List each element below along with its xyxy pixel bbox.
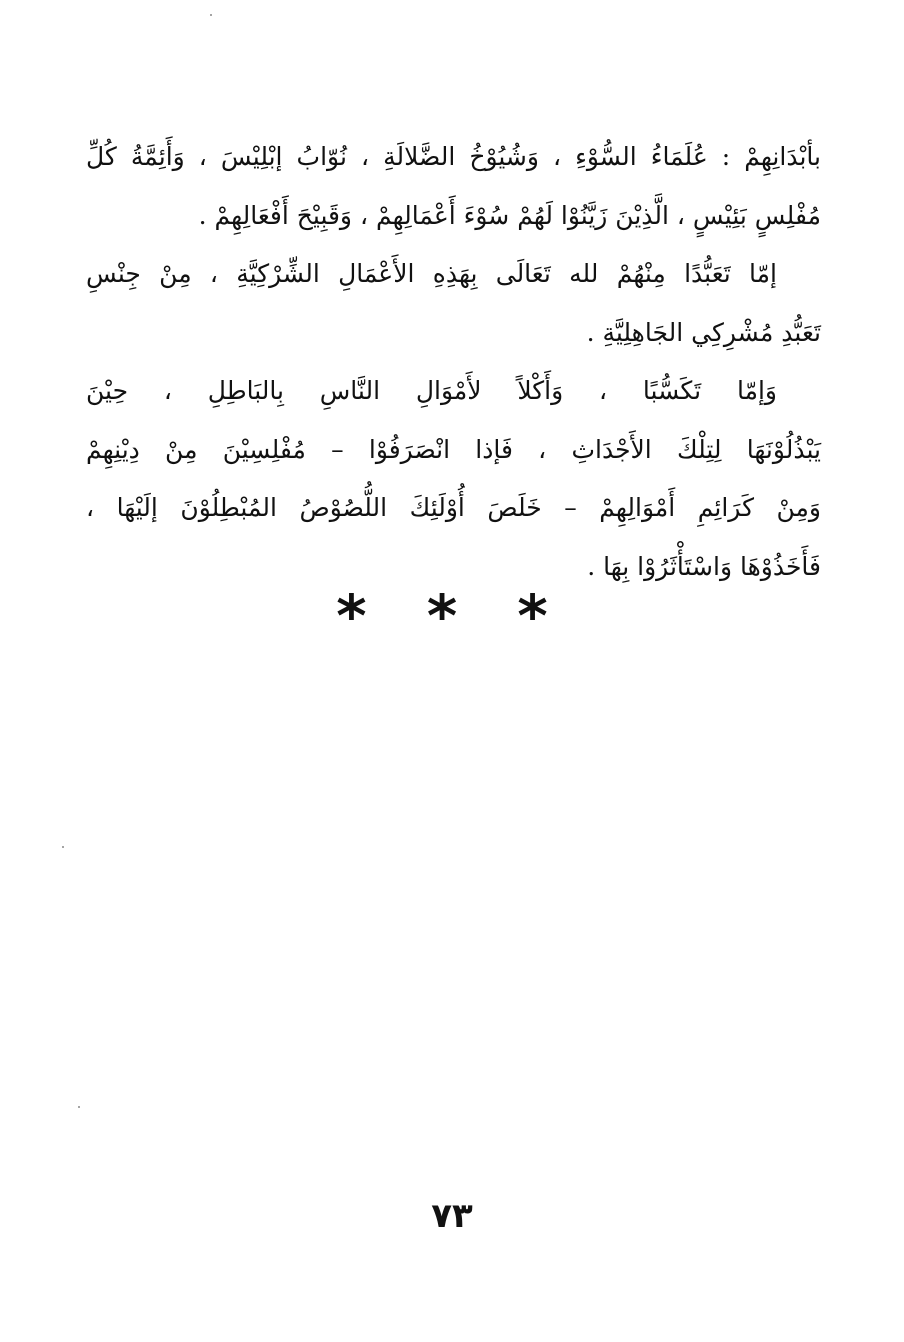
text-line: إمّا تَعَبُّدًا مِنْهُمْ لله تَعَالَى بِهَذِهِ الأَعْمَالِ الشِّرْكِيَّةِ ، مِنْ جِنْسِ — [86, 259, 777, 288]
body-text — [86, 128, 821, 596]
text-line: فَأَخَذُوْهَا وَاسْتَأْثَرُوْا بِهَا . — [587, 551, 821, 581]
text-line: تَعَبُّدِ مُشْرِكِي الجَاهِلِيَّةِ . — [586, 317, 821, 347]
text-line: بأبْدَانِهِمْ : عُلَمَاءُ السُّوْءِ ، وَشُيُوْخُ الضَّلالَةِ ، نُوّابُ إبْلِيْسَ ، وَأَئِمَّةُ كُلِّ — [86, 142, 821, 171]
page-number: ٧٣ — [431, 1196, 473, 1236]
scan-speck — [210, 14, 212, 16]
text-line: يَبْذُلُوْنَهَا لِتِلْكَ الأَجْدَاثِ ، فَإذا انْصَرَفُوْا – مُفْلِسِيْنَ مِنْ دِيْنِهِمْ — [86, 434, 821, 464]
text-line: مُفْلِسٍ بَئِيْسٍ ، الَّذِيْنَ زَيَّنُوْا لَهُمْ سُوْءَ أَعْمَالِهِمْ ، وَقَبِيْحَ أَفْعَالِهِمْ . — [198, 200, 821, 230]
section-separator: * * * — [336, 582, 568, 650]
scan-speck — [78, 1106, 80, 1108]
text-line: وَمِنْ كَرَائِمِ أَمْوَالِهِمْ – خَلَصَ أُوْلَئِكَ اللُّصُوْصُ المُبْطِلُوْنَ إلَيْهَا ، — [86, 493, 821, 522]
text-line: وَإمّا تَكَسُّبًا ، وَأَكْلاً لأَمْوَالِ النَّاسِ بِالبَاطِلِ ، حِيْنَ — [86, 376, 777, 405]
scan-speck — [62, 846, 64, 848]
